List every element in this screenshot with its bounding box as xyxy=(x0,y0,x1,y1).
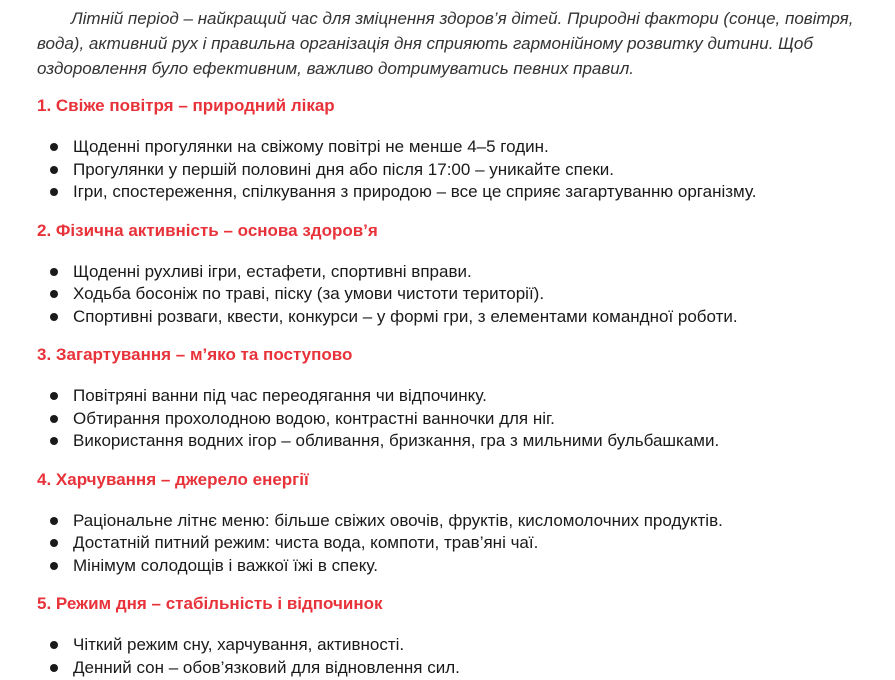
list-item-text: Ігри, спостереження, спілкування з природою – все це сприяє загартуванню організму. xyxy=(73,182,757,201)
list-item xyxy=(37,555,865,578)
list-item xyxy=(37,657,865,680)
section-2 xyxy=(37,220,865,345)
list-item xyxy=(37,430,865,453)
list-item-text: Мінімум солодощів і важкої їжі в спеку. xyxy=(73,555,378,575)
list-item-text: Чіткий режим сну, харчування, активності. xyxy=(73,635,405,654)
section-heading: 1. Свіже повітря – природний лікар xyxy=(37,96,335,115)
list-item xyxy=(37,408,865,431)
bullet-list xyxy=(37,261,865,329)
list-item-text: Прогулянки у першій половині дня або після 17:00 – уникайте спеки. xyxy=(73,159,614,179)
bullet-list xyxy=(37,634,865,679)
spacer xyxy=(37,615,865,634)
bullet-icon xyxy=(50,517,58,525)
spacer xyxy=(37,81,865,95)
section-heading: 5. Режим дня – стабільність і відпочинок xyxy=(37,594,383,613)
list-item-text: Використання водних ігор – обливання, бризкання, гра з мильними бульбашками. xyxy=(73,431,720,450)
bullet-icon xyxy=(50,290,58,298)
intro-paragraph: Літній період – найкращий час для зміцнення здоров’я дітей. Природні фактори (сонце, повітря, вода), активний рух і правильна організація дня сприяють гармонійному розвитку дитини. Щоб оздоровлення було ефективним, важливо дотримуватись певних правил. xyxy=(37,9,854,78)
spacer xyxy=(37,577,865,593)
bullet-icon xyxy=(50,313,58,321)
list-item-text: Повітряні ванни під час переодягання чи відпочинку. xyxy=(73,386,487,405)
section-heading: 3. Загартування – м’яко та поступово xyxy=(37,345,353,364)
spacer xyxy=(37,242,865,261)
list-item xyxy=(37,634,865,657)
bullet-icon xyxy=(50,166,58,174)
bullet-icon xyxy=(50,664,58,672)
bullet-list xyxy=(37,510,865,578)
spacer xyxy=(37,453,865,469)
spacer xyxy=(37,328,865,344)
section-1 xyxy=(37,95,865,220)
bullet-icon xyxy=(50,143,58,151)
bullet-icon xyxy=(50,392,58,400)
list-item xyxy=(37,306,865,329)
list-item xyxy=(37,136,865,159)
list-item xyxy=(37,532,865,555)
list-item xyxy=(37,181,865,204)
bullet-list xyxy=(37,136,865,204)
list-item-text: Щоденні рухливі ігри, естафети, спортивні вправи. xyxy=(73,261,472,281)
list-item xyxy=(37,510,865,533)
bullet-icon xyxy=(50,641,58,649)
section-5 xyxy=(37,593,865,679)
bullet-list xyxy=(37,385,865,453)
bullet-icon xyxy=(50,268,58,276)
list-item-text: Обтирання прохолодною водою, контрастні ванночки для ніг. xyxy=(73,408,555,428)
spacer xyxy=(37,366,865,385)
list-item-text: Денний сон – обов’язковий для відновлення сил. xyxy=(73,657,460,677)
list-item-text: Раціональне літнє меню: більше свіжих овочів, фруктів, кисломолочних продуктів. xyxy=(73,510,723,530)
spacer xyxy=(37,117,865,136)
section-heading: 4. Харчування – джерело енергії xyxy=(37,469,309,489)
list-item xyxy=(37,261,865,284)
bullet-icon xyxy=(50,539,58,547)
bullet-icon xyxy=(50,188,58,196)
bullet-icon xyxy=(50,437,58,445)
list-item-text: Достатній питний режим: чиста вода, компоти, трав’яні чаї. xyxy=(73,533,539,552)
sections-list xyxy=(37,95,865,679)
list-item-text: Щоденні прогулянки на свіжому повітрі не менше 4–5 годин. xyxy=(73,137,549,156)
list-item xyxy=(37,385,865,408)
list-item-text: Спортивні розваги, квести, конкурси – у формі гри, з елементами командної роботи. xyxy=(73,306,738,326)
section-3 xyxy=(37,344,865,469)
section-4 xyxy=(37,469,865,594)
list-item xyxy=(37,283,865,306)
list-item-text: Ходьба босоніж по траві, піску (за умови чистоти території). xyxy=(73,284,545,303)
bullet-icon xyxy=(50,415,58,423)
spacer xyxy=(37,491,865,510)
section-heading: 2. Фізична активність – основа здоров’я xyxy=(37,220,378,240)
list-item xyxy=(37,159,865,182)
bullet-icon xyxy=(50,562,58,570)
spacer xyxy=(37,204,865,220)
